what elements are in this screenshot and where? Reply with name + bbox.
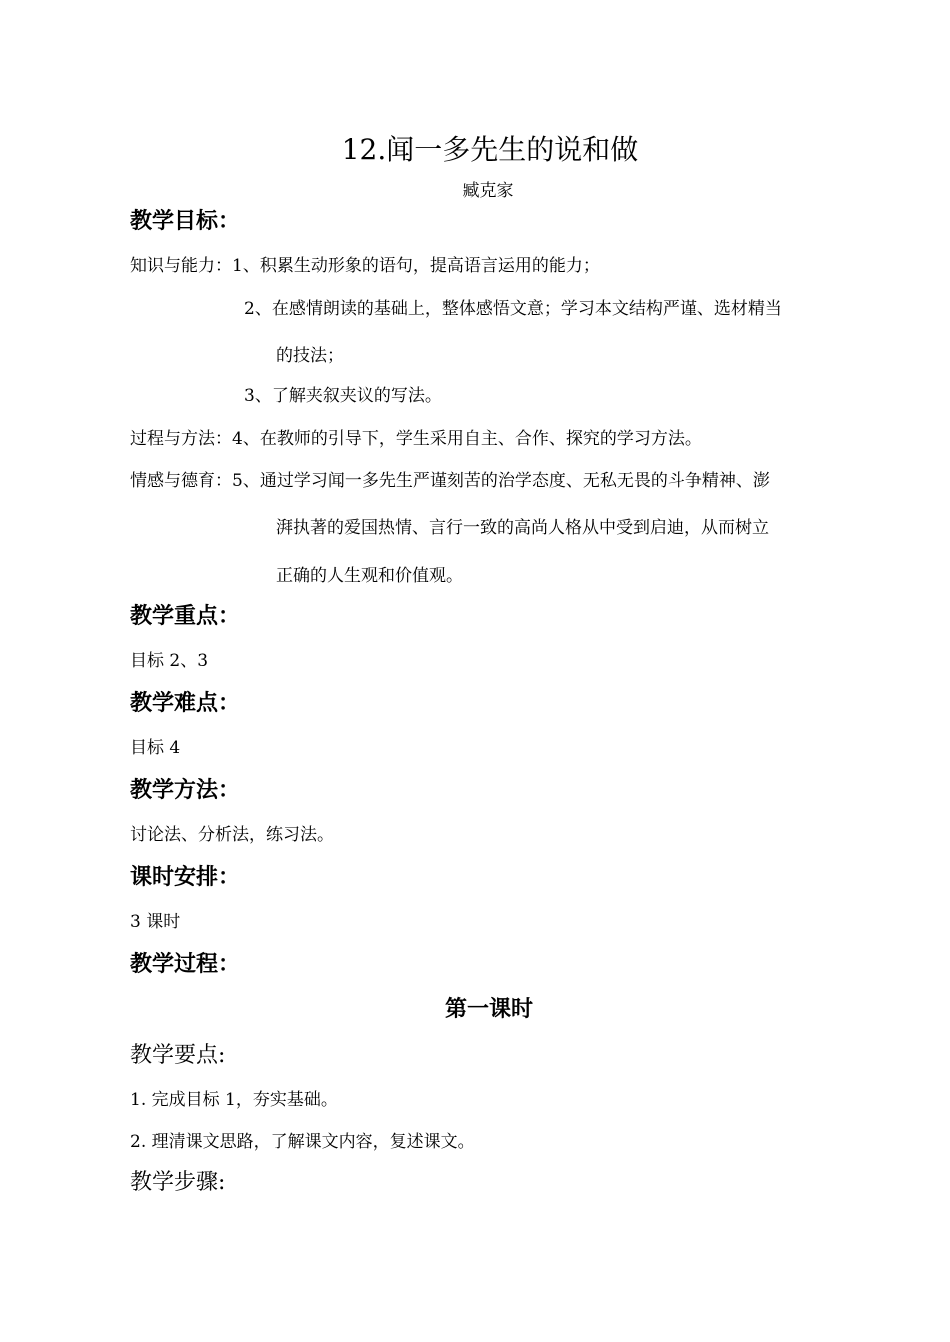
objective-item-2-line-2: 的技法； (276, 346, 344, 366)
objective-item-5-line-2: 湃执著的爱国热情、言行一致的高尚人格从中受到启迪，从而树立 (276, 518, 769, 538)
knowledge-line (130, 251, 600, 276)
lesson1-points-heading: 教学要点: (130, 1043, 226, 1068)
emotion-line (130, 466, 770, 491)
process-heading: 教学过程： (130, 952, 241, 977)
lesson1-heading: 第一课时 (444, 997, 533, 1022)
lesson1-point-1: 1. 完成目标 1，夯实基础。 (130, 1090, 338, 1110)
objective-item-5-line-1: 5、通过学习闻一多先生严谨刻苦的治学态度、无私无畏的斗争精神、澎 (232, 471, 770, 491)
key-points-heading: 教学重点： (130, 604, 241, 629)
objective-item-1: 1、积累生动形象的语句，提高语言运用的能力； (232, 256, 600, 276)
key-points-text: 目标 2、3 (130, 651, 209, 671)
objective-item-3: 3、了解夹叙夹议的写法。 (244, 386, 442, 406)
process-prefix: 过程与方法： (130, 429, 232, 449)
process-line (130, 424, 702, 449)
schedule-text: 3 课时 (130, 912, 181, 932)
methods-heading: 教学方法： (130, 778, 241, 803)
author: 臧克家 (462, 181, 514, 201)
schedule-heading: 课时安排： (130, 865, 241, 890)
difficulties-heading: 教学难点： (130, 691, 241, 716)
lesson1-point-2: 2. 理清课文思路，了解课文内容，复述课文。 (130, 1132, 475, 1152)
methods-text: 讨论法、分析法，练习法。 (130, 825, 334, 845)
emotion-prefix: 情感与德育： (130, 471, 232, 491)
objective-item-4: 4、在教师的引导下，学生采用自主、合作、探究的学习方法。 (232, 429, 702, 449)
lesson1-steps-heading: 教学步骤: (130, 1170, 226, 1195)
knowledge-prefix: 知识与能力： (130, 256, 232, 276)
objectives-heading: 教学目标： (130, 209, 241, 234)
objective-item-5-line-3: 正确的人生观和价值观。 (276, 566, 463, 586)
objective-item-2-line-1: 2、在感情朗读的基础上，整体感悟文意；学习本文结构严谨、选材精当 (244, 299, 782, 319)
difficulties-text: 目标 4 (130, 738, 181, 758)
lesson-title: 12.闻一多先生的说和做 (341, 133, 639, 166)
